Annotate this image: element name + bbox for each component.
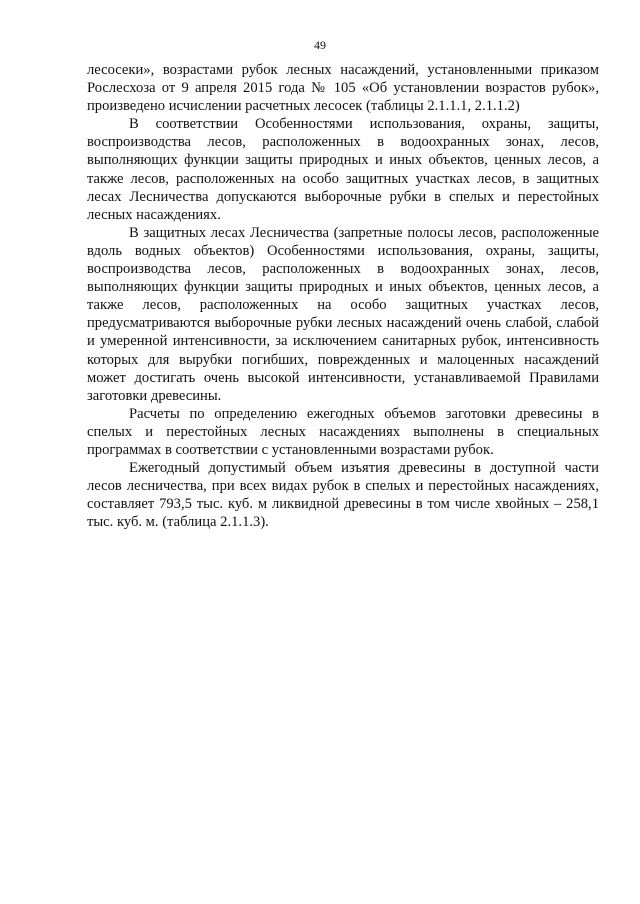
- paragraph-selective-felling: В соответствии Особенностями использования, охраны, защиты, воспроизводства лесов, расположенных в водоохранных зонах, лесов, выполняющих функции защиты природных и иных объектов, ценных лесов, а также лесов, расположенных на особо защитных участках лесов, в защитных лесах Лесничества допускаются выборочные рубки в спелых и перестойных лесных насаждениях.: [87, 116, 599, 223]
- body-text: [87, 61, 599, 531]
- paragraph-continuation: лесосеки», возрастами рубок лесных насаждений, установленными приказом Рослесхоза от 9 апреля 2015 года № 105 «Об установлении возрастов рубок», произведено исчислении расчетных лесосек (таблицы 2.1.1.1, 2.1.1.2): [87, 62, 599, 115]
- paragraph-annual-volume: Ежегодный допустимый объем изъятия древесины в доступной части лесов лесничества, при всех видах рубок в спелых и перестойных насаждениях, составляет 793,5 тыс. куб. м ликвидной древесины в том числе хвойных – 258,1 тыс. куб. м. (таблица 2.1.1.3).: [87, 460, 599, 531]
- paragraph-protective-forests: В защитных лесах Лесничества (запретные полосы лесов, расположенные вдоль водных объектов) Особенностями использования, охраны, защиты, воспроизводства лесов, расположенных в водоохранных зонах, лесов, выполняющих функции защиты природных и иных объектов, ценных лесов, а также лесов, расположенных на особо защитных участках лесов, предусматриваются выборочные рубки лесных насаждений очень слабой, слабой и умеренной интенсивности, за исключением санитарных рубок, интенсивность которых для вырубки погибших, поврежденных и малоценных насаждений может достигать очень высокой интенсивности, устанавливаемой Правилами заготовки древесины.: [87, 224, 599, 404]
- paragraph-calculations: Расчеты по определению ежегодных объемов заготовки древесины в спелых и перестойных лесных насаждениях выполнены в специальных программах в соответствии с установленными возрастами рубок.: [87, 405, 599, 458]
- page-number: 49: [314, 38, 326, 52]
